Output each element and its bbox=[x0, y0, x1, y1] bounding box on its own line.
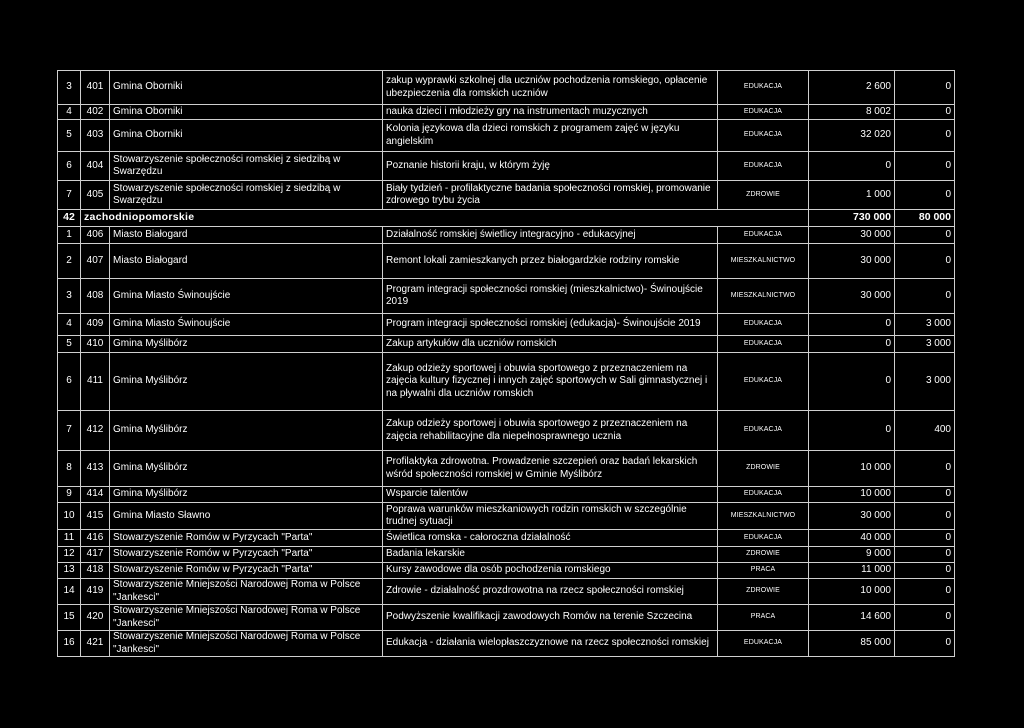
row-entity: Gmina Myślibórz bbox=[110, 336, 383, 353]
row-category: ZDROWIE bbox=[718, 451, 809, 487]
row-amount-2: 0 bbox=[895, 579, 955, 605]
row-entity: Stowarzyszenie Mniejszości Narodowej Roma w Polsce "Jankesci" bbox=[110, 579, 383, 605]
row-amount-2: 0 bbox=[895, 530, 955, 547]
table-row bbox=[58, 279, 955, 314]
row-lp: 16 bbox=[58, 631, 81, 657]
row-task: Zakup odzieży sportowej i obuwia sportowego z przeznaczeniem na zajęcia kultury fizycznej i innych zajęć sportowych w Sali gimnastycznej i na pływalni dla uczniów romskich bbox=[383, 353, 718, 411]
row-task: Poprawa warunków mieszkaniowych rodzin romskich w szczególnie trudnej sytuacji bbox=[383, 503, 718, 530]
row-amount-2: 0 bbox=[895, 120, 955, 152]
row-amount-2: 0 bbox=[895, 181, 955, 210]
row-lp: 14 bbox=[58, 579, 81, 605]
table-row bbox=[58, 71, 955, 105]
row-amount-1: 40 000 bbox=[809, 530, 895, 547]
table-row bbox=[58, 353, 955, 411]
table-row bbox=[58, 314, 955, 336]
row-amount-1: 30 000 bbox=[809, 279, 895, 314]
row-lp: 4 bbox=[58, 314, 81, 336]
row-task: nauka dzieci i młodzieży gry na instrumentach muzycznych bbox=[383, 105, 718, 120]
row-lp: 7 bbox=[58, 181, 81, 210]
row-amount-1: 30 000 bbox=[809, 503, 895, 530]
row-id: 404 bbox=[81, 152, 110, 181]
row-id: 411 bbox=[81, 353, 110, 411]
row-amount-1: 30 000 bbox=[809, 244, 895, 279]
region-amount-1: 730 000 bbox=[809, 210, 895, 227]
row-amount-2: 0 bbox=[895, 605, 955, 631]
table-row bbox=[58, 605, 955, 631]
row-id: 416 bbox=[81, 530, 110, 547]
row-amount-1: 32 020 bbox=[809, 120, 895, 152]
row-amount-1: 0 bbox=[809, 314, 895, 336]
row-lp: 12 bbox=[58, 547, 81, 563]
row-entity: Stowarzyszenie Mniejszości Narodowej Roma w Polsce "Jankesci" bbox=[110, 605, 383, 631]
row-category: EDUKACJA bbox=[718, 152, 809, 181]
row-amount-2: 0 bbox=[895, 71, 955, 105]
table-row bbox=[58, 451, 955, 487]
row-amount-2: 3 000 bbox=[895, 314, 955, 336]
row-task: zakup wyprawki szkolnej dla uczniów pochodzenia romskiego, opłacenie ubezpieczenia dla romskich uczniów bbox=[383, 71, 718, 105]
row-lp: 8 bbox=[58, 451, 81, 487]
row-task: Zakup odzieży sportowej i obuwia sportowego z przeznaczeniem na zajęcia rehabilitacyjne dla niepełnosprawnego ucznia bbox=[383, 411, 718, 451]
region-lp: 42 bbox=[58, 210, 81, 227]
row-category: EDUKACJA bbox=[718, 631, 809, 657]
row-task: Zdrowie - działalność prozdrowotna na rzecz społeczności romskiej bbox=[383, 579, 718, 605]
row-id: 406 bbox=[81, 227, 110, 244]
row-category: ZDROWIE bbox=[718, 547, 809, 563]
row-amount-2: 400 bbox=[895, 411, 955, 451]
row-task: Program integracji społeczności romskiej (edukacja)- Świnoujście 2019 bbox=[383, 314, 718, 336]
row-id: 417 bbox=[81, 547, 110, 563]
row-amount-2: 0 bbox=[895, 451, 955, 487]
table-row bbox=[58, 181, 955, 210]
row-task: Badania lekarskie bbox=[383, 547, 718, 563]
row-lp: 13 bbox=[58, 563, 81, 579]
row-amount-1: 10 000 bbox=[809, 451, 895, 487]
row-category: ZDROWIE bbox=[718, 181, 809, 210]
row-id: 408 bbox=[81, 279, 110, 314]
row-task: Kursy zawodowe dla osób pochodzenia romskiego bbox=[383, 563, 718, 579]
row-amount-2: 0 bbox=[895, 503, 955, 530]
row-amount-1: 0 bbox=[809, 411, 895, 451]
row-id: 407 bbox=[81, 244, 110, 279]
row-amount-1: 0 bbox=[809, 353, 895, 411]
row-amount-2: 0 bbox=[895, 547, 955, 563]
row-task: Kolonia językowa dla dzieci romskich z programem zajęć w języku angielskim bbox=[383, 120, 718, 152]
row-category: EDUKACJA bbox=[718, 105, 809, 120]
row-id: 412 bbox=[81, 411, 110, 451]
table-row bbox=[58, 105, 955, 120]
row-entity: Gmina Myślibórz bbox=[110, 411, 383, 451]
row-category: EDUKACJA bbox=[718, 411, 809, 451]
row-task: Wsparcie talentów bbox=[383, 487, 718, 503]
table-row bbox=[58, 152, 955, 181]
row-task: Edukacja - działania wielopłaszczyznowe na rzecz społeczności romskiej bbox=[383, 631, 718, 657]
row-amount-2: 0 bbox=[895, 152, 955, 181]
row-category: ZDROWIE bbox=[718, 579, 809, 605]
row-amount-1: 11 000 bbox=[809, 563, 895, 579]
table-row bbox=[58, 631, 955, 657]
row-amount-2: 0 bbox=[895, 279, 955, 314]
row-task: Biały tydzień - profilaktyczne badania społeczności romskiej, promowanie zdrowego trybu życia bbox=[383, 181, 718, 210]
row-amount-1: 2 600 bbox=[809, 71, 895, 105]
row-entity: Gmina Miasto Świnoujście bbox=[110, 279, 383, 314]
row-id: 421 bbox=[81, 631, 110, 657]
row-lp: 10 bbox=[58, 503, 81, 530]
row-entity: Gmina Myślibórz bbox=[110, 487, 383, 503]
row-amount-1: 0 bbox=[809, 336, 895, 353]
row-category: EDUKACJA bbox=[718, 353, 809, 411]
table-row bbox=[58, 547, 955, 563]
row-id: 420 bbox=[81, 605, 110, 631]
row-entity: Stowarzyszenie społeczności romskiej z siedzibą w Swarzędzu bbox=[110, 181, 383, 210]
row-task: Świetlica romska - całoroczna działalność bbox=[383, 530, 718, 547]
region-amount-2: 80 000 bbox=[895, 210, 955, 227]
row-id: 403 bbox=[81, 120, 110, 152]
row-amount-2: 0 bbox=[895, 631, 955, 657]
row-lp: 3 bbox=[58, 279, 81, 314]
row-entity: Miasto Białogard bbox=[110, 227, 383, 244]
row-lp: 3 bbox=[58, 71, 81, 105]
row-entity: Stowarzyszenie Romów w Pyrzycach "Parta" bbox=[110, 563, 383, 579]
row-task: Poznanie historii kraju, w którym żyję bbox=[383, 152, 718, 181]
row-lp: 6 bbox=[58, 152, 81, 181]
row-id: 410 bbox=[81, 336, 110, 353]
row-amount-1: 1 000 bbox=[809, 181, 895, 210]
row-amount-2: 0 bbox=[895, 563, 955, 579]
row-entity: Gmina Myślibórz bbox=[110, 451, 383, 487]
row-entity: Stowarzyszenie Mniejszości Narodowej Roma w Polsce "Jankesci" bbox=[110, 631, 383, 657]
row-category: EDUKACJA bbox=[718, 314, 809, 336]
row-amount-1: 85 000 bbox=[809, 631, 895, 657]
row-category: PRACA bbox=[718, 563, 809, 579]
region-name: zachodniopomorskie bbox=[81, 210, 809, 227]
row-entity: Stowarzyszenie Romów w Pyrzycach "Parta" bbox=[110, 547, 383, 563]
grants-table bbox=[57, 70, 955, 657]
row-category: EDUKACJA bbox=[718, 336, 809, 353]
row-task: Program integracji społeczności romskiej (mieszkalnictwo)- Świnoujście 2019 bbox=[383, 279, 718, 314]
row-id: 419 bbox=[81, 579, 110, 605]
row-category: EDUKACJA bbox=[718, 71, 809, 105]
row-task: Podwyższenie kwalifikacji zawodowych Romów na terenie Szczecina bbox=[383, 605, 718, 631]
row-lp: 2 bbox=[58, 244, 81, 279]
row-category: PRACA bbox=[718, 605, 809, 631]
row-category: MIESZKALNICTWO bbox=[718, 244, 809, 279]
row-amount-1: 0 bbox=[809, 152, 895, 181]
row-entity: Stowarzyszenie Romów w Pyrzycach "Parta" bbox=[110, 530, 383, 547]
row-entity: Gmina Myślibórz bbox=[110, 353, 383, 411]
row-amount-2: 3 000 bbox=[895, 336, 955, 353]
row-entity: Gmina Miasto Świnoujście bbox=[110, 314, 383, 336]
row-amount-1: 14 600 bbox=[809, 605, 895, 631]
table-row bbox=[58, 336, 955, 353]
row-entity: Gmina Oborniki bbox=[110, 120, 383, 152]
row-task: Zakup artykułów dla uczniów romskich bbox=[383, 336, 718, 353]
row-category: EDUKACJA bbox=[718, 120, 809, 152]
row-lp: 15 bbox=[58, 605, 81, 631]
row-lp: 1 bbox=[58, 227, 81, 244]
row-lp: 4 bbox=[58, 105, 81, 120]
row-amount-1: 9 000 bbox=[809, 547, 895, 563]
region-row bbox=[58, 210, 955, 227]
row-amount-2: 0 bbox=[895, 244, 955, 279]
row-entity: Gmina Oborniki bbox=[110, 71, 383, 105]
table-body-top bbox=[58, 71, 955, 210]
row-category: EDUKACJA bbox=[718, 227, 809, 244]
table-row bbox=[58, 503, 955, 530]
row-amount-2: 0 bbox=[895, 227, 955, 244]
row-lp: 5 bbox=[58, 336, 81, 353]
table-row bbox=[58, 227, 955, 244]
row-lp: 5 bbox=[58, 120, 81, 152]
row-lp: 7 bbox=[58, 411, 81, 451]
row-amount-1: 10 000 bbox=[809, 579, 895, 605]
row-amount-2: 0 bbox=[895, 487, 955, 503]
row-entity: Gmina Oborniki bbox=[110, 105, 383, 120]
row-id: 405 bbox=[81, 181, 110, 210]
table-row bbox=[58, 411, 955, 451]
region-section bbox=[58, 210, 955, 227]
row-category: MIESZKALNICTWO bbox=[718, 503, 809, 530]
table-row bbox=[58, 244, 955, 279]
row-id: 414 bbox=[81, 487, 110, 503]
table-row bbox=[58, 579, 955, 605]
row-entity: Stowarzyszenie społeczności romskiej z siedzibą w Swarzędzu bbox=[110, 152, 383, 181]
row-id: 418 bbox=[81, 563, 110, 579]
row-lp: 6 bbox=[58, 353, 81, 411]
row-entity: Miasto Białogard bbox=[110, 244, 383, 279]
row-amount-1: 8 002 bbox=[809, 105, 895, 120]
row-task: Profilaktyka zdrowotna. Prowadzenie szczepień oraz badań lekarskich wśród społeczności romskiej w Gminie Myślibórz bbox=[383, 451, 718, 487]
row-entity: Gmina Miasto Sławno bbox=[110, 503, 383, 530]
row-lp: 9 bbox=[58, 487, 81, 503]
row-amount-1: 10 000 bbox=[809, 487, 895, 503]
table-row bbox=[58, 487, 955, 503]
row-lp: 11 bbox=[58, 530, 81, 547]
row-amount-1: 30 000 bbox=[809, 227, 895, 244]
table-body-bottom bbox=[58, 227, 955, 657]
table-row bbox=[58, 530, 955, 547]
row-id: 413 bbox=[81, 451, 110, 487]
row-category: MIESZKALNICTWO bbox=[718, 279, 809, 314]
row-id: 409 bbox=[81, 314, 110, 336]
row-category: EDUKACJA bbox=[718, 530, 809, 547]
row-task: Działalność romskiej świetlicy integracyjno - edukacyjnej bbox=[383, 227, 718, 244]
table-row bbox=[58, 120, 955, 152]
row-amount-2: 0 bbox=[895, 105, 955, 120]
table-row bbox=[58, 563, 955, 579]
row-amount-2: 3 000 bbox=[895, 353, 955, 411]
row-category: EDUKACJA bbox=[718, 487, 809, 503]
row-id: 401 bbox=[81, 71, 110, 105]
row-id: 402 bbox=[81, 105, 110, 120]
row-id: 415 bbox=[81, 503, 110, 530]
row-task: Remont lokali zamieszkanych przez białogardzkie rodziny romskie bbox=[383, 244, 718, 279]
